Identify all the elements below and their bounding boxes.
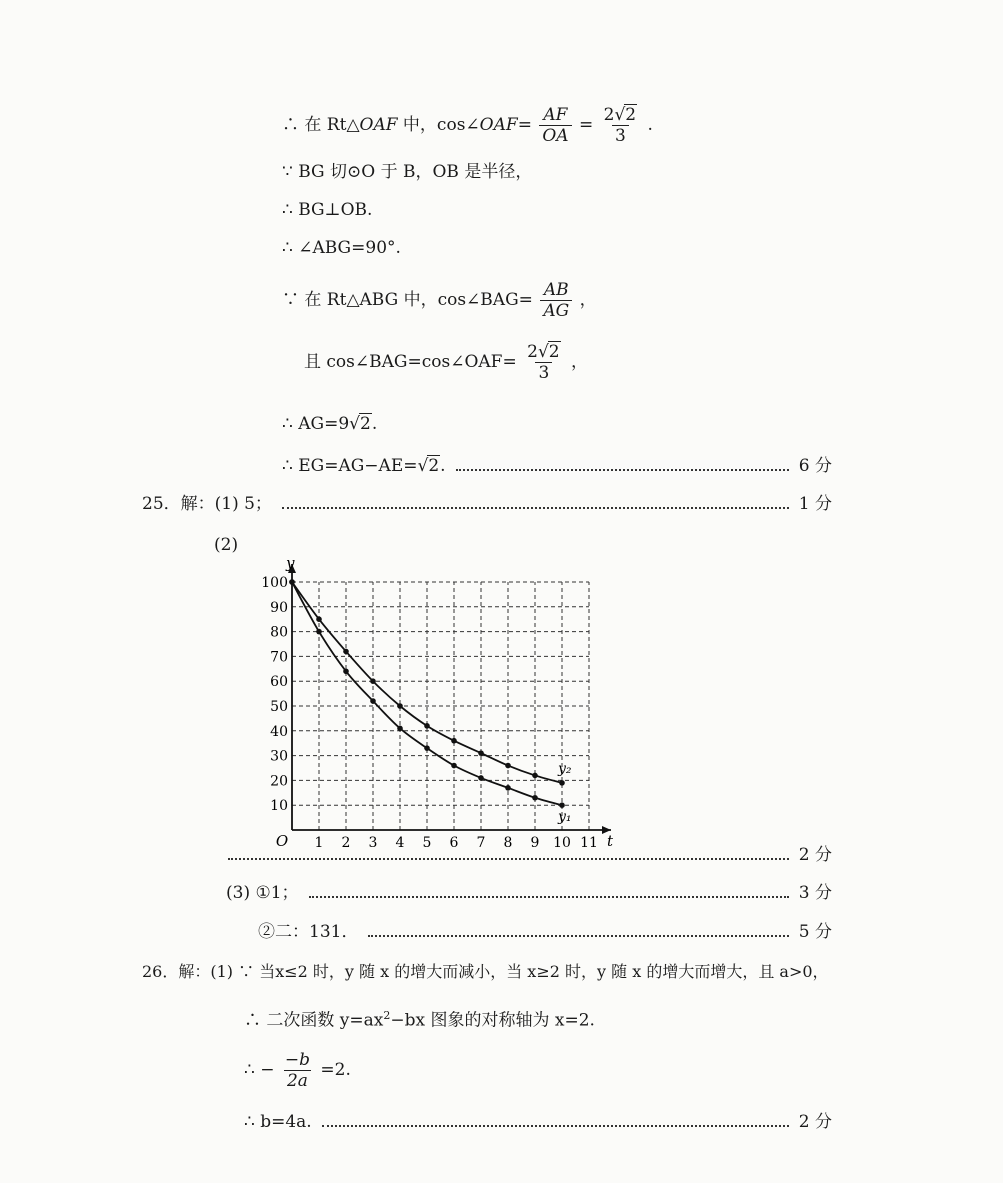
fraction-af-oa: $\frac{AF}{OA}$ xyxy=(539,105,571,146)
data-point-y1 xyxy=(316,629,322,635)
data-point-y2 xyxy=(451,738,457,744)
y-tick-label: 50 xyxy=(270,699,288,715)
proof-line-5: ∵ 在 Rt△ABG 中，cos∠BAG= $\frac{AB}{AG}$ ， xyxy=(282,280,597,321)
proof-line-1: ∴ 在 Rt△OAF 中，cos∠OAF= $\frac{AF}{OA}$ = $\frac{2√2}{3}$ . xyxy=(282,105,653,146)
data-point-y2 xyxy=(370,678,376,684)
x-tick-label: 4 xyxy=(395,835,405,851)
series-label-y2: y₂ xyxy=(558,760,572,777)
data-point-y1 xyxy=(370,698,376,704)
data-point-y1 xyxy=(289,579,295,585)
x-tick-label: 9 xyxy=(530,835,540,851)
y-tick-label: 70 xyxy=(270,649,288,666)
x-tick-label: 5 xyxy=(422,835,432,851)
q26-line-3: ∴ − $\frac{-b}{2a}$ =2. xyxy=(244,1050,351,1091)
q25-part2-score xyxy=(228,845,832,865)
y-tick-label: 20 xyxy=(270,773,288,790)
score-label: 5 分 xyxy=(798,922,832,942)
data-point-y1 xyxy=(532,795,538,801)
q25-part3: (3) ①1； 3 分 xyxy=(226,883,832,903)
data-point-y1 xyxy=(397,726,403,732)
data-point-y1 xyxy=(559,802,565,808)
x-tick-label: 8 xyxy=(503,835,513,851)
q25-part2-label: (2) xyxy=(214,535,239,555)
dot-leader xyxy=(228,858,789,860)
data-point-y2 xyxy=(424,723,430,729)
fraction-ab-ag: $\frac{AB}{AG}$ xyxy=(540,280,572,321)
score-label: 1 分 xyxy=(798,494,832,514)
x-axis-label: t xyxy=(607,832,614,850)
data-point-y2 xyxy=(397,703,403,709)
data-point-y1 xyxy=(343,668,349,674)
fraction-2root2-3-b: $\frac{2√2}{3}$ xyxy=(527,342,560,383)
x-tick-label: 3 xyxy=(368,835,378,851)
score-label: 6 分 xyxy=(798,456,832,476)
proof-line-6: 且 cos∠BAG=cos∠OAF= $\frac{2√2}{3}$ ， xyxy=(304,342,589,383)
fraction-2root2-3: $\frac{2√2}{3}$ xyxy=(603,105,637,146)
proof-line-4: ∴ ∠ABG=90°. xyxy=(282,238,401,258)
y-tick-label: 30 xyxy=(270,748,288,765)
line-chart xyxy=(250,525,630,855)
y-tick-label: 40 xyxy=(270,723,288,740)
q25-part3b: ②二：131． 5 分 xyxy=(258,922,832,942)
data-point-y1 xyxy=(478,775,484,781)
dot-leader xyxy=(282,507,789,509)
x-tick-label: 7 xyxy=(476,835,486,851)
x-tick-label: 1 xyxy=(314,835,324,851)
dot-leader xyxy=(322,1125,789,1127)
chart-series xyxy=(289,579,572,825)
x-tick-label: 10 xyxy=(553,835,571,851)
fraction-b-2a: $\frac{-b}{2a}$ xyxy=(284,1050,311,1091)
dot-leader xyxy=(368,935,788,937)
data-point-y1 xyxy=(424,745,430,751)
data-point-y1 xyxy=(451,763,457,769)
score-label: 2 分 xyxy=(798,1112,832,1132)
q26-line-1: 26．解：(1) ∵ 当x≤2 时，y 随 x 的增大而减小，当 x≥2 时，y 随 x 的增大而增大，且 a>0， xyxy=(142,962,829,981)
data-point-y2 xyxy=(532,773,538,779)
x-tick-label: 6 xyxy=(449,835,459,851)
q26-line-4: ∴ b=4a. 2 分 xyxy=(244,1112,832,1132)
data-point-y2 xyxy=(343,649,349,655)
score-label: 2 分 xyxy=(798,845,832,865)
dot-leader xyxy=(456,469,789,471)
proof-line-3: ∴ BG⊥OB. xyxy=(282,200,373,220)
q26-line-2: ∴ 二次函数 $y=ax^2-bx$ 图象的对称轴为 x=2. xyxy=(244,1009,595,1031)
y-axis-label: y xyxy=(286,554,295,572)
chart-grid xyxy=(292,582,589,830)
y-tick-label: 90 xyxy=(270,599,288,616)
proof-line-2: ∵ BG 切⊙O 于 B，OB 是半径， xyxy=(282,162,533,182)
score-label: 3 分 xyxy=(798,883,832,903)
proof-line-8: ∴ EG=AG−AE=√2. 6 分 xyxy=(282,456,832,476)
q25-part1: 25．解：(1) 5； 1 分 xyxy=(142,494,832,514)
y-tick-label: 10 xyxy=(270,798,288,815)
origin-label: O xyxy=(275,832,289,850)
y-tick-label: 60 xyxy=(270,674,288,691)
data-point-y2 xyxy=(316,616,322,622)
data-point-y2 xyxy=(559,780,565,786)
data-point-y2 xyxy=(478,750,484,756)
x-tick-label: 2 xyxy=(341,835,351,851)
chart-ticks xyxy=(261,575,598,851)
data-point-y1 xyxy=(505,785,511,791)
data-point-y2 xyxy=(505,763,511,769)
proof-line-7: ∴ AG=9√2. xyxy=(282,414,378,434)
series-label-y1: y₁ xyxy=(558,809,572,826)
x-tick-label: 11 xyxy=(580,835,598,851)
y-tick-label: 80 xyxy=(270,624,288,641)
dot-leader xyxy=(309,896,789,898)
y-tick-label: 100 xyxy=(261,575,288,591)
